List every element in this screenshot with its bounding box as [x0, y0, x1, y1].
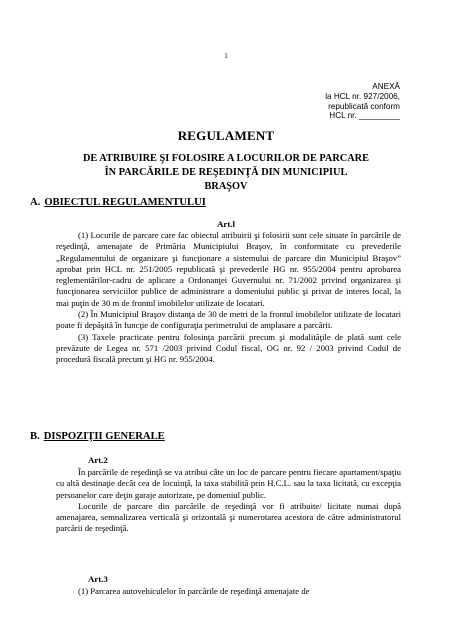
article-2-body	[56, 467, 401, 535]
article-2-heading: Art.2	[88, 455, 108, 465]
paragraph: (3) Taxele practicate pentru folosinţa parcării precum şi modalităţile de plată sunt cele prevăzute de Legea nr. 571 /2003 privind Codul fiscal, OG nr. 92 / 2003 privind Codul de procedură fiscală precum şi HG nr. 955/2004.	[56, 331, 401, 365]
paragraph: (1) Locurile de parcare care fac obiectul atribuirii şi folosirii sunt cele situate în parcările de reşedinţă, amenajate de Primăria Municipiului Braşov, în conformitate cu prevederile „Regulamentului de organizare şi funcţionare a sistemului de parcare din Municipiul Braşov” aprobat prin HCL nr. 251/2005 republicată şi prevederile HG nr. 955/2004 pentru aprobarea reglementărilor-cadru de aplicare a Ordonanţei Guvernului nr. 71/2002 privind organizarea şi funcţionarea serviciilor publice de administrare a domeniului public şi privat de interes local, la mai puţin de 30 m de frontul imobilelor utilizate de locatari.	[56, 230, 401, 308]
section-letter: B.	[30, 431, 40, 442]
section-a-heading	[30, 197, 206, 208]
article-1-body	[56, 230, 401, 366]
annex-line: ANEXĂ	[372, 82, 400, 91]
annex-line: HCL nr. _________	[329, 111, 400, 121]
annex-line: republicată conform	[328, 101, 400, 111]
paragraph: (2) În Municipiul Braşov distanţa de 30 de metri de la frontul imobilelor utilizate de locatari poate fi depăşită în funcţie de configuraţia perimetrului de amplasare a parcării.	[56, 309, 401, 331]
document-subtitle	[0, 152, 452, 193]
section-b-heading	[30, 431, 165, 442]
subtitle-line: ÎN PARCĂRILE DE REŞEDINŢĂ DIN MUNICIPIUL	[104, 166, 348, 178]
paragraph: (1) Parcarea autovehiculelor în parcările de reşedinţă amenajate de	[78, 586, 310, 596]
article-1-heading: Art.l	[217, 219, 235, 229]
page-number: 1	[224, 52, 228, 60]
document-title: REGULAMENT	[177, 128, 275, 143]
paragraph: În parcările de reşedinţă se va atribui câte un loc de parcare pentru fiecare apartament/spaţiu cu altă destinaţie decât cea de locuinţă, la taxa stabilită prin H.C.L. sau la taxa licitată, cu excepţia persoanelor care deţin garaje autorizate, pe domeniul public.	[56, 467, 401, 500]
section-title: DISPOZIŢII GENERALE	[43, 431, 165, 442]
annex-reference	[280, 82, 400, 121]
article-3-body	[56, 586, 401, 597]
subtitle-line: DE ATRIBUIRE ŞI FOLOSIRE A LOCURILOR DE PARCARE	[83, 153, 369, 164]
annex-line: la HCL nr. 927/2006,	[325, 91, 400, 101]
paragraph: Locurile de parcare din parcările de reşedinţă vor fi atribuite/ licitate numai după amenajarea, semnalizarea verticală şi orizontală şi numerotarea acestora de către administratorul parcării de reşedinţă.	[56, 500, 401, 534]
article-3-heading: Art.3	[88, 574, 108, 584]
section-letter: A.	[30, 197, 41, 208]
subtitle-line: BRAŞOV	[204, 180, 248, 192]
section-title: OBIECTUL REGULAMENTULUI	[44, 197, 206, 208]
